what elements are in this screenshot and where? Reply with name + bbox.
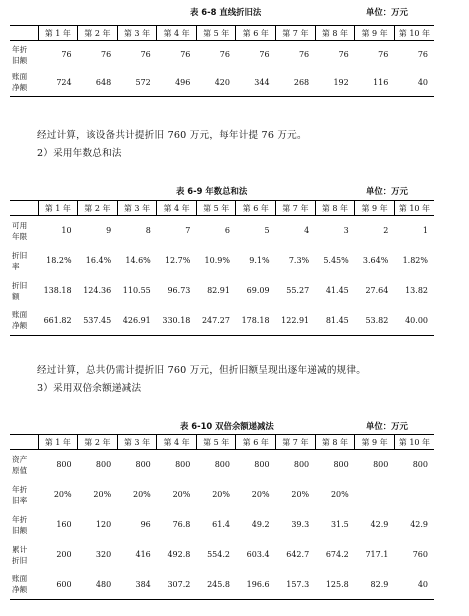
row-label-line: 净额 bbox=[12, 83, 28, 93]
row-label bbox=[10, 41, 38, 69]
table-cell: 200 bbox=[56, 550, 72, 559]
table-cell: 6 bbox=[224, 226, 230, 236]
table-cell: 55.27 bbox=[286, 286, 310, 295]
table-cell: 5.45% bbox=[323, 256, 349, 265]
table-cell: 307.2 bbox=[167, 579, 191, 589]
paragraph-2: 经过计算，总共仍需计提折旧 760 万元，但折旧额呈现出逐年递减的规律。 bbox=[37, 365, 367, 376]
row-label bbox=[10, 540, 38, 570]
table-cell: 3.64% bbox=[362, 256, 389, 265]
table-row bbox=[10, 570, 434, 600]
table-cell: 20% bbox=[172, 490, 191, 499]
table-row bbox=[10, 540, 434, 570]
row-label-line: 率 bbox=[12, 261, 20, 271]
table-cell: 157.3 bbox=[286, 579, 310, 589]
table-cell: 82.91 bbox=[207, 286, 230, 295]
table-cell: 800 bbox=[56, 460, 72, 470]
table-cell: 27.64 bbox=[365, 286, 389, 295]
table-cell: 7 bbox=[185, 226, 191, 236]
table-cell: 800 bbox=[135, 460, 151, 470]
table-cell: 603.4 bbox=[246, 550, 270, 559]
table-cell: 480 bbox=[95, 579, 112, 589]
header-row bbox=[10, 201, 434, 216]
table-cell: 800 bbox=[293, 460, 310, 470]
year-header-2: 第 2 年 bbox=[78, 201, 118, 216]
table-cell: 800 bbox=[95, 460, 112, 470]
table-cell: 192 bbox=[333, 77, 349, 87]
table-cell: 178.18 bbox=[241, 315, 270, 325]
year-header-4: 第 4 年 bbox=[157, 435, 197, 450]
table-cell: 800 bbox=[333, 460, 349, 470]
heading-3: 3）采用双倍余额递减法 bbox=[37, 383, 142, 394]
year-header-2: 第 2 年 bbox=[78, 435, 118, 450]
table-cell: 9 bbox=[106, 226, 112, 236]
table-row bbox=[10, 41, 434, 69]
table-cell: 61.4 bbox=[212, 520, 230, 529]
table-cell: 554.2 bbox=[207, 550, 230, 559]
table-cell: 76 bbox=[219, 50, 230, 60]
year-header-5: 第 5 年 bbox=[196, 201, 236, 216]
row-label-line: 原值 bbox=[12, 465, 28, 475]
row-label-line: 净额 bbox=[12, 585, 28, 595]
year-header-1: 第 1 年 bbox=[38, 201, 78, 216]
year-header-6: 第 6 年 bbox=[236, 201, 276, 216]
year-header-10: 第 10 年 bbox=[394, 26, 434, 41]
year-header-6: 第 6 年 bbox=[236, 435, 276, 450]
year-header-9: 第 9 年 bbox=[355, 26, 395, 41]
row-label-line: 资产 bbox=[12, 454, 28, 464]
table-6-8-caption: 表 6-8 直线折旧法 bbox=[190, 7, 262, 17]
table-cell: 320 bbox=[95, 550, 112, 559]
table-cell: 20% bbox=[133, 490, 151, 499]
year-header-1: 第 1 年 bbox=[38, 26, 78, 41]
table-cell: 20% bbox=[53, 490, 72, 499]
table-row bbox=[10, 480, 434, 510]
table-cell: 110.55 bbox=[122, 286, 151, 295]
table-cell: 537.45 bbox=[83, 315, 112, 325]
row-label bbox=[10, 69, 38, 97]
table-cell: 76 bbox=[259, 50, 270, 60]
table-cell: 10 bbox=[61, 226, 72, 236]
header-blank-cell bbox=[10, 201, 38, 216]
row-label bbox=[10, 570, 38, 600]
table-cell: 49.2 bbox=[251, 520, 270, 529]
table-row bbox=[10, 69, 434, 97]
row-label bbox=[10, 276, 38, 306]
table-cell: 41.45 bbox=[325, 286, 349, 295]
table-cell: 10.9% bbox=[204, 256, 230, 265]
header-blank-cell bbox=[10, 435, 38, 450]
table-6-9-unit: 单位：万元 bbox=[366, 186, 408, 196]
table-cell: 800 bbox=[254, 460, 270, 470]
table-cell: 42.9 bbox=[370, 520, 389, 529]
table-row bbox=[10, 216, 434, 246]
row-label-line: 折旧 bbox=[12, 250, 28, 260]
table-cell: 642.7 bbox=[286, 550, 310, 559]
row-label-line: 账面 bbox=[12, 72, 28, 82]
table-cell: 96 bbox=[140, 520, 151, 529]
table-cell: 13.82 bbox=[405, 286, 428, 295]
table-6-9 bbox=[10, 200, 434, 336]
table-cell: 492.8 bbox=[167, 550, 191, 559]
table-cell: 600 bbox=[56, 579, 72, 589]
table-cell: 125.8 bbox=[325, 579, 349, 589]
row-label bbox=[10, 306, 38, 336]
year-header-3: 第 3 年 bbox=[117, 435, 157, 450]
table-cell: 40 bbox=[417, 77, 428, 87]
table-cell: 53.82 bbox=[365, 315, 389, 325]
table-row bbox=[10, 306, 434, 336]
table-cell: 76 bbox=[298, 50, 310, 60]
table-cell: 245.8 bbox=[207, 579, 230, 589]
year-header-5: 第 5 年 bbox=[196, 26, 236, 41]
row-label bbox=[10, 216, 38, 246]
table-cell: 120 bbox=[95, 520, 112, 529]
table-cell: 247.27 bbox=[201, 315, 230, 325]
table-cell: 12.7% bbox=[164, 256, 191, 265]
row-label-line: 净额 bbox=[12, 321, 28, 331]
table-row bbox=[10, 510, 434, 540]
table-cell: 31.5 bbox=[330, 520, 349, 529]
table-cell: 82.9 bbox=[370, 579, 389, 589]
table-6-10 bbox=[10, 434, 434, 600]
table-cell: 661.82 bbox=[43, 315, 72, 325]
row-label bbox=[10, 246, 38, 276]
year-header-2: 第 2 年 bbox=[78, 26, 118, 41]
row-label-line: 账面 bbox=[12, 310, 28, 320]
row-label-line: 累计 bbox=[12, 544, 28, 554]
table-cell: 116 bbox=[373, 77, 389, 87]
row-label-line: 可用 bbox=[12, 220, 28, 230]
table-cell: 76.8 bbox=[172, 520, 191, 529]
heading-2: 2）采用年数总和法 bbox=[37, 148, 122, 159]
table-cell: 14.6% bbox=[125, 256, 151, 265]
table-cell: 96.73 bbox=[167, 286, 191, 295]
table-cell: 800 bbox=[412, 460, 428, 470]
row-label-line: 旧额 bbox=[12, 525, 28, 535]
table-cell: 76 bbox=[417, 50, 428, 60]
table-6-8 bbox=[10, 25, 434, 97]
table-cell: 9.1% bbox=[249, 256, 270, 265]
row-label-line: 额 bbox=[12, 291, 20, 301]
table-cell: 760 bbox=[412, 550, 428, 559]
row-label-line: 旧率 bbox=[12, 495, 28, 505]
header-row bbox=[10, 26, 434, 41]
year-header-6: 第 6 年 bbox=[236, 26, 276, 41]
row-label-line: 折旧 bbox=[12, 555, 28, 565]
table-cell: 76 bbox=[140, 50, 151, 60]
table-cell: 8 bbox=[145, 226, 151, 236]
table-cell: 76 bbox=[101, 50, 112, 60]
table-cell: 717.1 bbox=[365, 550, 389, 559]
table-6-9-caption: 表 6-9 年数总和法 bbox=[176, 186, 248, 196]
table-cell: 76 bbox=[378, 50, 389, 60]
row-label-line: 旧额 bbox=[12, 55, 28, 65]
year-header-5: 第 5 年 bbox=[196, 435, 236, 450]
table-cell: 42.9 bbox=[410, 520, 428, 529]
row-label bbox=[10, 480, 38, 510]
table-row bbox=[10, 276, 434, 306]
year-header-4: 第 4 年 bbox=[157, 201, 197, 216]
table-cell: 420 bbox=[214, 77, 230, 87]
year-header-8: 第 8 年 bbox=[315, 201, 355, 216]
table-cell: 800 bbox=[214, 460, 230, 470]
table-cell: 2 bbox=[383, 226, 389, 236]
table-cell: 20% bbox=[291, 490, 310, 499]
year-header-3: 第 3 年 bbox=[117, 201, 157, 216]
table-cell: 426.91 bbox=[122, 315, 151, 325]
table-cell: 496 bbox=[175, 77, 191, 87]
year-header-9: 第 9 年 bbox=[355, 435, 395, 450]
table-cell: 69.09 bbox=[246, 286, 270, 295]
table-cell: 20% bbox=[93, 490, 112, 499]
table-cell: 20% bbox=[212, 490, 230, 499]
table-cell: 724 bbox=[56, 77, 72, 87]
table-cell: 20% bbox=[251, 490, 270, 499]
row-label bbox=[10, 510, 38, 540]
table-cell: 384 bbox=[135, 579, 151, 589]
table-cell: 800 bbox=[175, 460, 191, 470]
year-header-3: 第 3 年 bbox=[117, 26, 157, 41]
table-cell: 674.2 bbox=[325, 550, 349, 559]
table-row bbox=[10, 450, 434, 480]
table-cell bbox=[394, 480, 434, 510]
table-cell: 138.18 bbox=[43, 286, 72, 295]
table-cell: 39.3 bbox=[291, 520, 310, 529]
row-label-line: 年折 bbox=[12, 44, 28, 54]
table-cell: 76 bbox=[338, 50, 349, 60]
row-label-line: 年限 bbox=[12, 231, 28, 241]
row-label bbox=[10, 450, 38, 480]
table-cell: 3 bbox=[343, 226, 349, 236]
row-label-line: 折旧 bbox=[12, 280, 28, 290]
year-header-1: 第 1 年 bbox=[38, 435, 78, 450]
year-header-7: 第 7 年 bbox=[276, 26, 316, 41]
table-cell: 7.3% bbox=[288, 256, 310, 265]
year-header-9: 第 9 年 bbox=[355, 201, 395, 216]
table-6-10-unit: 单位：万元 bbox=[366, 421, 408, 431]
table-cell: 40.00 bbox=[405, 315, 428, 325]
table-cell: 330.18 bbox=[162, 315, 191, 325]
table-cell: 268 bbox=[293, 77, 310, 87]
table-cell: 1.82% bbox=[402, 256, 428, 265]
table-cell: 20% bbox=[330, 490, 349, 499]
year-header-7: 第 7 年 bbox=[276, 435, 316, 450]
year-header-8: 第 8 年 bbox=[315, 435, 355, 450]
table-cell: 18.2% bbox=[46, 256, 72, 265]
row-label-line: 年折 bbox=[12, 514, 28, 524]
table-cell: 122.91 bbox=[281, 315, 310, 325]
table-cell: 416 bbox=[135, 550, 151, 559]
row-label-line: 年折 bbox=[12, 484, 28, 494]
table-cell: 124.36 bbox=[83, 286, 112, 295]
table-cell: 4 bbox=[304, 226, 310, 236]
table-cell: 1 bbox=[422, 226, 428, 236]
table-cell: 800 bbox=[373, 460, 389, 470]
table-cell: 344 bbox=[254, 77, 270, 87]
header-row bbox=[10, 435, 434, 450]
year-header-4: 第 4 年 bbox=[157, 26, 197, 41]
table-cell: 196.6 bbox=[246, 579, 270, 589]
table-cell: 81.45 bbox=[325, 315, 349, 325]
table-cell: 76 bbox=[61, 50, 72, 60]
table-cell bbox=[355, 480, 395, 510]
table-cell: 160 bbox=[56, 520, 72, 529]
table-cell: 16.4% bbox=[85, 256, 112, 265]
table-6-8-unit: 单位：万元 bbox=[366, 7, 408, 17]
year-header-7: 第 7 年 bbox=[276, 201, 316, 216]
row-label-line: 账面 bbox=[12, 574, 28, 584]
year-header-10: 第 10 年 bbox=[394, 435, 434, 450]
table-cell: 5 bbox=[264, 226, 270, 236]
table-6-10-caption: 表 6-10 双倍余额递减法 bbox=[180, 421, 274, 431]
year-header-8: 第 8 年 bbox=[315, 26, 355, 41]
table-cell: 76 bbox=[180, 50, 191, 60]
paragraph-1: 经过计算，该设备共计提折旧 760 万元，每年计提 76 万元。 bbox=[37, 130, 307, 141]
table-cell: 40 bbox=[417, 579, 428, 589]
year-header-10: 第 10 年 bbox=[394, 201, 434, 216]
table-cell: 572 bbox=[135, 77, 151, 87]
table-cell: 648 bbox=[95, 77, 112, 87]
table-row bbox=[10, 246, 434, 276]
header-blank-cell bbox=[10, 26, 38, 41]
